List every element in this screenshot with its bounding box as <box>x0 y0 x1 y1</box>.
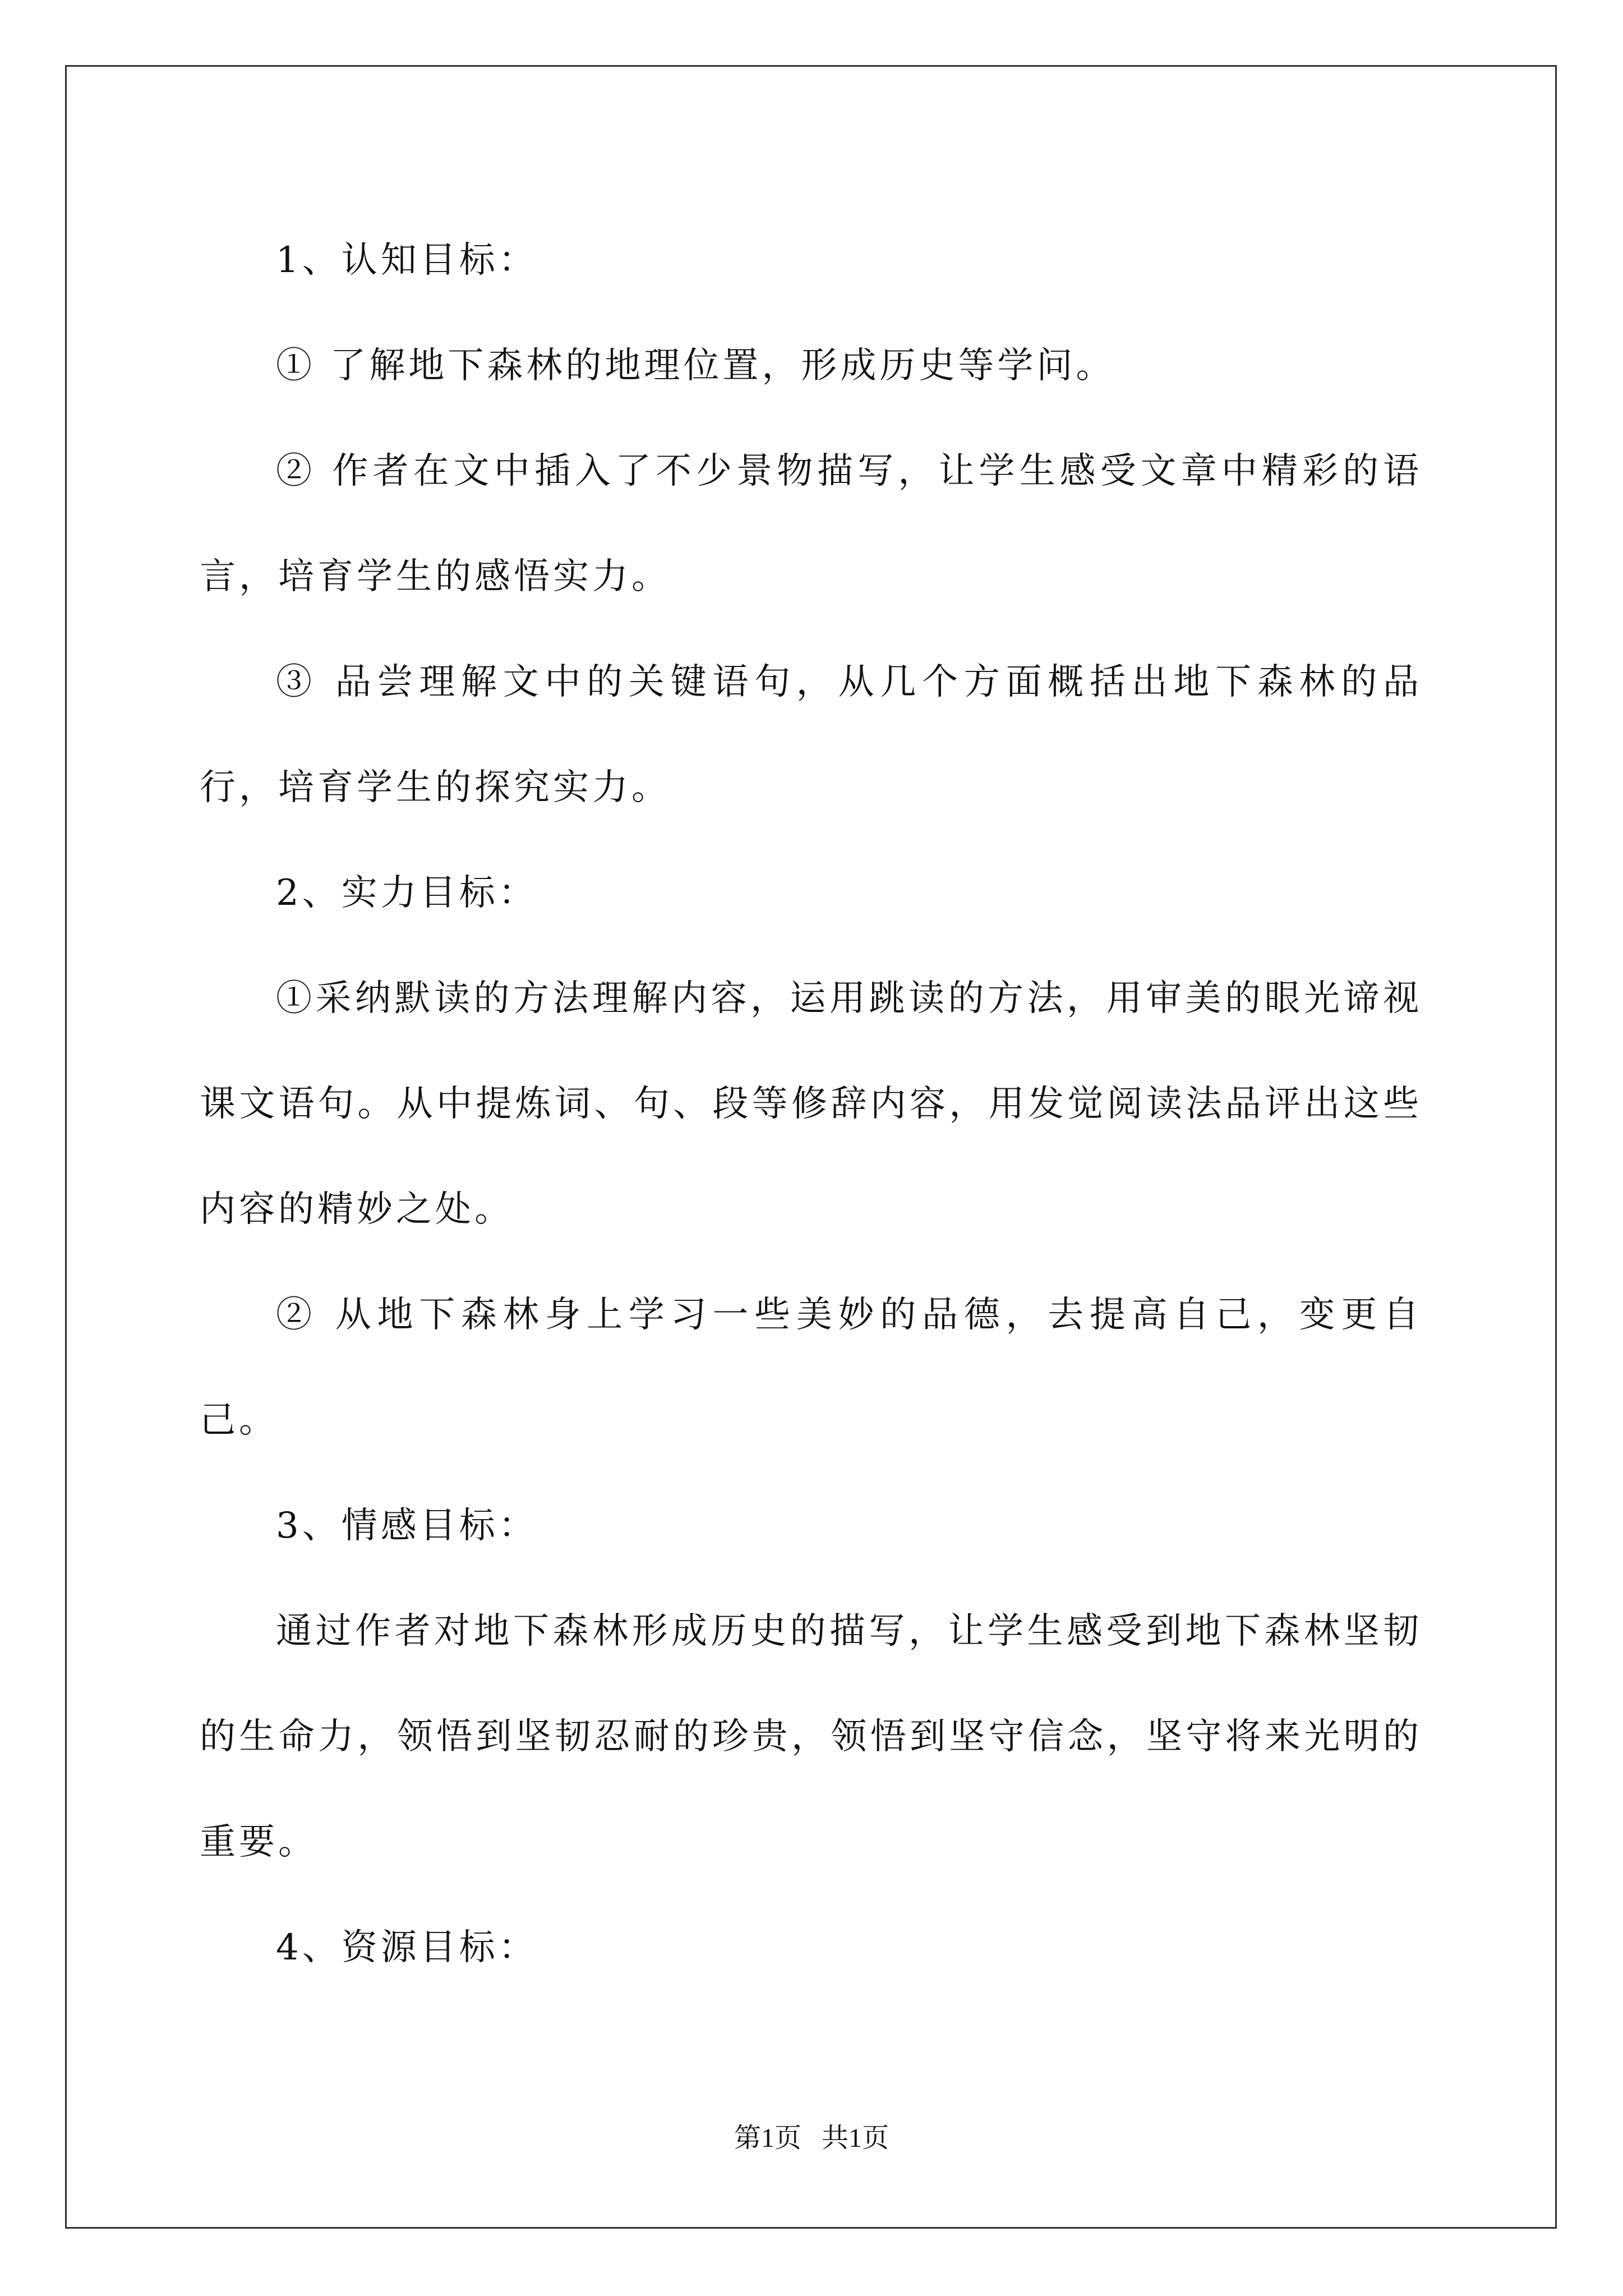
paragraph-emotion-body: 通过作者对地下森林形成历史的描写，让学生感受到地下森林坚韧的生命力，领悟到坚韧忍耐的珍贵，领悟到坚守信念，坚守将来光明的重要。 <box>200 1611 1422 1863</box>
paragraph-ability-item-1: ①采纳默读的方法理解内容，运用跳读的方法，用审美的眼光谛视课文语句。从中提炼词、句、段等修辞内容，用发觉阅读法品评出这些内容的精妙之处。 <box>200 978 1422 1230</box>
paragraph-cognitive-item-3: ③ 品尝理解文中的关键语句，从几个方面概括出地下森林的品行，培育学生的探究实力。 <box>200 661 1422 808</box>
paragraph-resource-heading: 4、资源目标： <box>276 1927 538 1968</box>
paragraph-ability-heading: 2、实力目标： <box>276 872 538 914</box>
paragraph-emotion-heading: 3、情感目标： <box>276 1505 538 1547</box>
paragraph-cognitive-item-2: ② 作者在文中插入了不少景物描写，让学生感受文章中精彩的语言，培育学生的感悟实力。 <box>200 450 1422 597</box>
page-footer <box>0 2116 1623 2155</box>
paragraph-cognitive-heading: 1、认知目标： <box>276 240 538 281</box>
page-number-label: 第1页 共1页 <box>734 2123 889 2153</box>
document-body <box>200 208 1422 2000</box>
paragraph-cognitive-item-1: ① 了解地下森林的地理位置，形成历史等学问。 <box>276 345 1115 386</box>
paragraph-ability-item-2: ② 从地下森林身上学习一些美妙的品德，去提高自己，变更自己。 <box>200 1294 1422 1441</box>
